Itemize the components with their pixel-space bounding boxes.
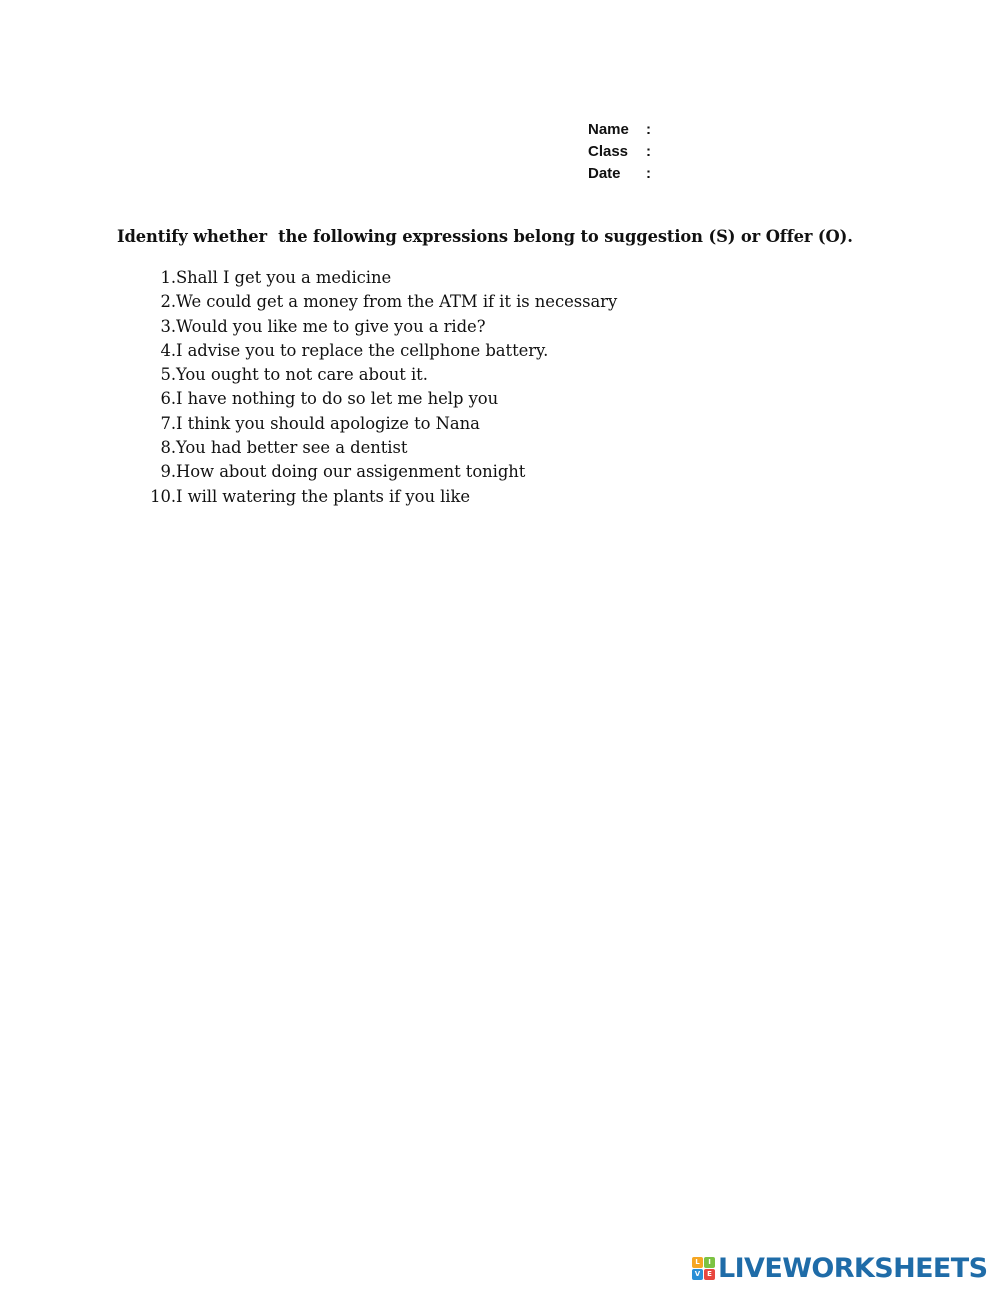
list-item — [137, 290, 617, 314]
question-number: 8. — [160, 438, 176, 458]
logo-wordmark: LIVEWORKSHEETS — [718, 1253, 988, 1284]
question-text: You had better see a dentist — [176, 438, 408, 458]
question-number: 10. — [150, 486, 176, 506]
question-text: I think you should apologize to Nana — [176, 413, 480, 433]
question-text: We could get a money from the ATM if it is necessary — [176, 292, 618, 312]
question-text: You ought to not care about it. — [176, 365, 428, 385]
question-number: 6. — [160, 389, 176, 409]
class-field-row — [588, 141, 656, 163]
list-item — [137, 485, 617, 509]
list-item — [137, 436, 617, 460]
question-number: 1. — [160, 268, 176, 287]
class-colon: : — [646, 143, 651, 160]
question-text: Would you like me to give you a ride? — [176, 316, 486, 336]
logo-mark-tile: V — [692, 1269, 703, 1280]
student-info-fields — [588, 119, 656, 185]
logo-mark-tile: I — [704, 1257, 715, 1268]
question-text: How about doing our assigenment tonight — [176, 462, 526, 482]
list-item — [137, 266, 617, 290]
name-field-row — [588, 119, 656, 141]
list-item — [137, 387, 617, 411]
name-label: Name — [588, 121, 629, 138]
name-colon: : — [646, 121, 651, 138]
list-item — [137, 315, 617, 339]
question-text: Shall I get you a medicine — [176, 268, 392, 287]
question-number: 7. — [160, 413, 176, 433]
question-text: I have nothing to do so let me help you — [176, 389, 499, 409]
question-number: 3. — [160, 316, 176, 336]
question-text: I will watering the plants if you like — [176, 486, 471, 506]
class-label: Class — [588, 143, 629, 160]
logo-mark-icon — [692, 1257, 715, 1280]
question-number: 5. — [160, 365, 176, 385]
date-field-row — [588, 163, 656, 185]
list-item — [137, 412, 617, 436]
date-label: Date — [588, 165, 621, 182]
list-item — [137, 339, 617, 363]
question-list — [137, 266, 617, 509]
worksheet-instruction: Identify whether the following expressions belong to suggestion (S) or Offer (O). — [117, 227, 853, 246]
list-item — [137, 460, 617, 484]
logo-mark-tile: E — [704, 1269, 715, 1280]
list-item — [137, 363, 617, 387]
question-number: 4. — [160, 340, 176, 360]
question-number: 2. — [160, 292, 176, 312]
liveworksheets-logo — [692, 1253, 987, 1284]
date-colon: : — [646, 165, 651, 182]
question-text: I advise you to replace the cellphone battery. — [176, 340, 549, 360]
logo-mark-tile: L — [692, 1257, 703, 1268]
question-number: 9. — [160, 462, 176, 482]
